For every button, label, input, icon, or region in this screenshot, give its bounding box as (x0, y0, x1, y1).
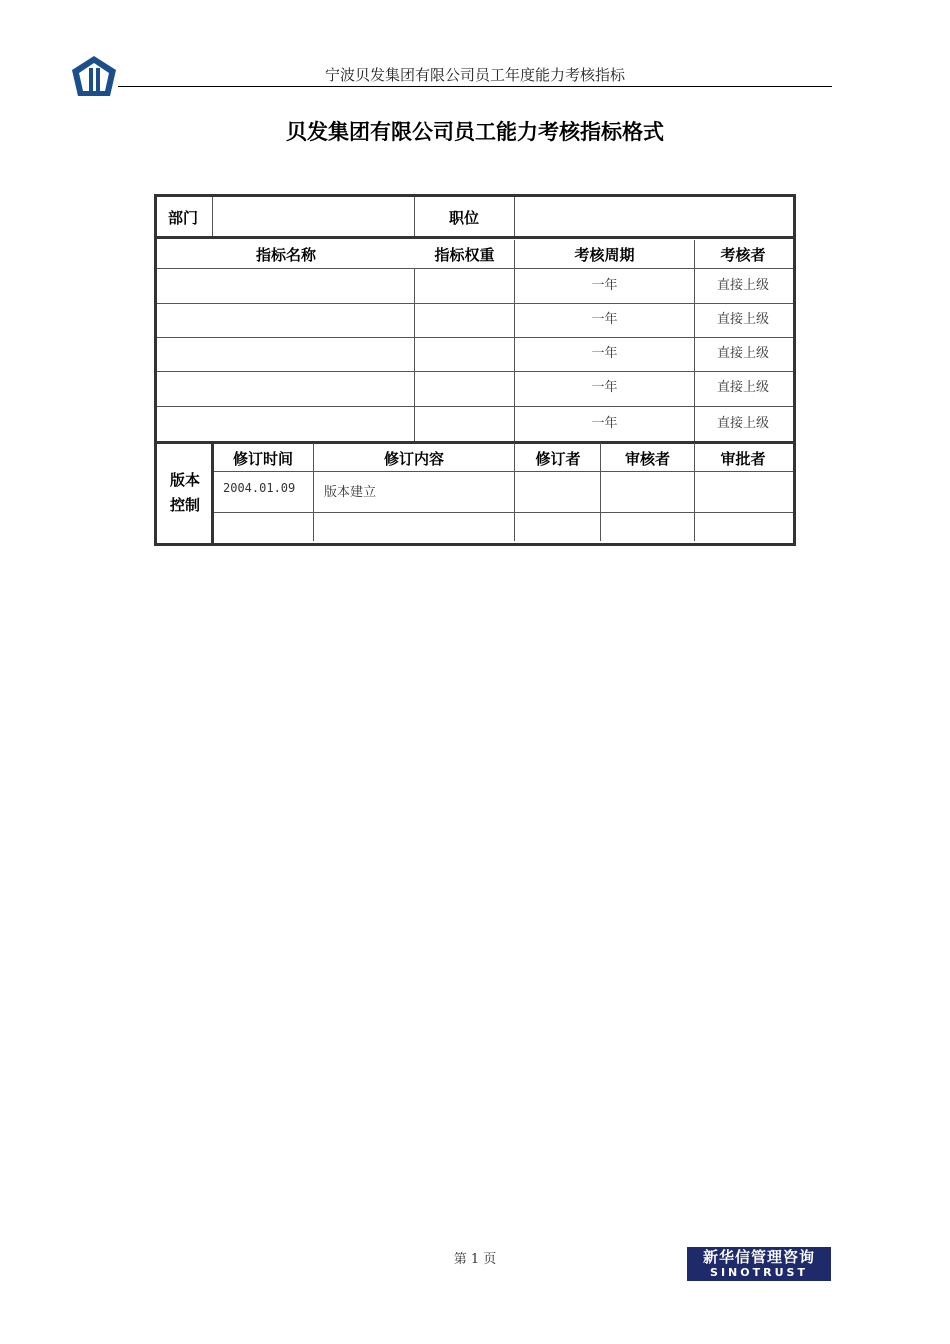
col-assessor: 考核者 (720, 245, 766, 264)
assessment-form-table (154, 194, 796, 546)
indicator-name-cell[interactable] (158, 338, 414, 371)
col-indicator-name: 指标名称 (255, 245, 316, 264)
header-title: 宁波贝发集团有限公司员工年度能力考核指标 (324, 66, 625, 84)
indicator-name-cell[interactable] (158, 269, 414, 303)
dept-label: 部门 (168, 208, 199, 227)
col-reviewer: 审核者 (624, 449, 670, 468)
indicator-name-cell[interactable] (158, 304, 414, 337)
col-reviser: 修订者 (535, 449, 581, 468)
revision-content-cell[interactable] (314, 513, 514, 540)
reviewer-cell[interactable] (601, 513, 694, 540)
brand-en: SINOTRUST (710, 1266, 808, 1279)
version-control-label-line2: 控制 (169, 496, 200, 514)
assessor-cell: 直接上级 (716, 345, 769, 361)
indicator-weight-cell[interactable] (415, 407, 514, 441)
assessor-cell: 直接上级 (716, 311, 769, 327)
indicator-weight-cell[interactable] (415, 269, 514, 303)
assessor-cell: 直接上级 (716, 379, 769, 395)
reviser-cell[interactable] (515, 513, 601, 540)
version-control-label (158, 446, 212, 540)
position-field[interactable] (515, 198, 791, 236)
assessor-cell: 直接上级 (716, 277, 769, 293)
indicator-name-cell[interactable] (158, 372, 414, 406)
reviser-cell[interactable] (515, 472, 601, 512)
indicator-weight-cell[interactable] (415, 304, 514, 337)
page-number: 第 1 页 (453, 1252, 497, 1267)
cycle-cell: 一年 (591, 379, 618, 395)
revision-time-cell[interactable] (213, 513, 313, 540)
sinotrust-logo (687, 1247, 831, 1281)
revision-time-cell[interactable]: 2004.01.09 (223, 481, 296, 495)
indicator-name-cell[interactable] (158, 407, 414, 441)
indicator-weight-cell[interactable] (415, 372, 514, 406)
approver-cell[interactable] (695, 513, 791, 540)
cycle-cell: 一年 (591, 345, 618, 361)
col-assessment-cycle: 考核周期 (574, 245, 635, 264)
indicator-weight-cell[interactable] (415, 338, 514, 371)
col-revision-time: 修订时间 (232, 449, 293, 468)
version-control-label-line1: 版本 (169, 471, 200, 489)
revision-content-cell[interactable]: 版本建立 (324, 484, 377, 500)
brand-cn: 新华信管理咨询 (702, 1248, 815, 1266)
company-logo-icon (70, 54, 118, 98)
header-divider (118, 86, 832, 87)
cycle-cell: 一年 (591, 415, 618, 431)
assessor-cell: 直接上级 (716, 415, 769, 431)
approver-cell[interactable] (695, 472, 791, 512)
cycle-cell: 一年 (591, 311, 618, 327)
col-indicator-weight: 指标权重 (434, 245, 495, 264)
reviewer-cell[interactable] (601, 472, 694, 512)
cycle-cell: 一年 (591, 277, 618, 293)
col-approver: 审批者 (720, 449, 766, 468)
position-label: 职位 (448, 208, 479, 227)
dept-field[interactable] (213, 198, 413, 236)
document-title: 贝发集团有限公司员工能力考核指标格式 (286, 120, 664, 144)
col-revision-content: 修订内容 (383, 449, 444, 468)
